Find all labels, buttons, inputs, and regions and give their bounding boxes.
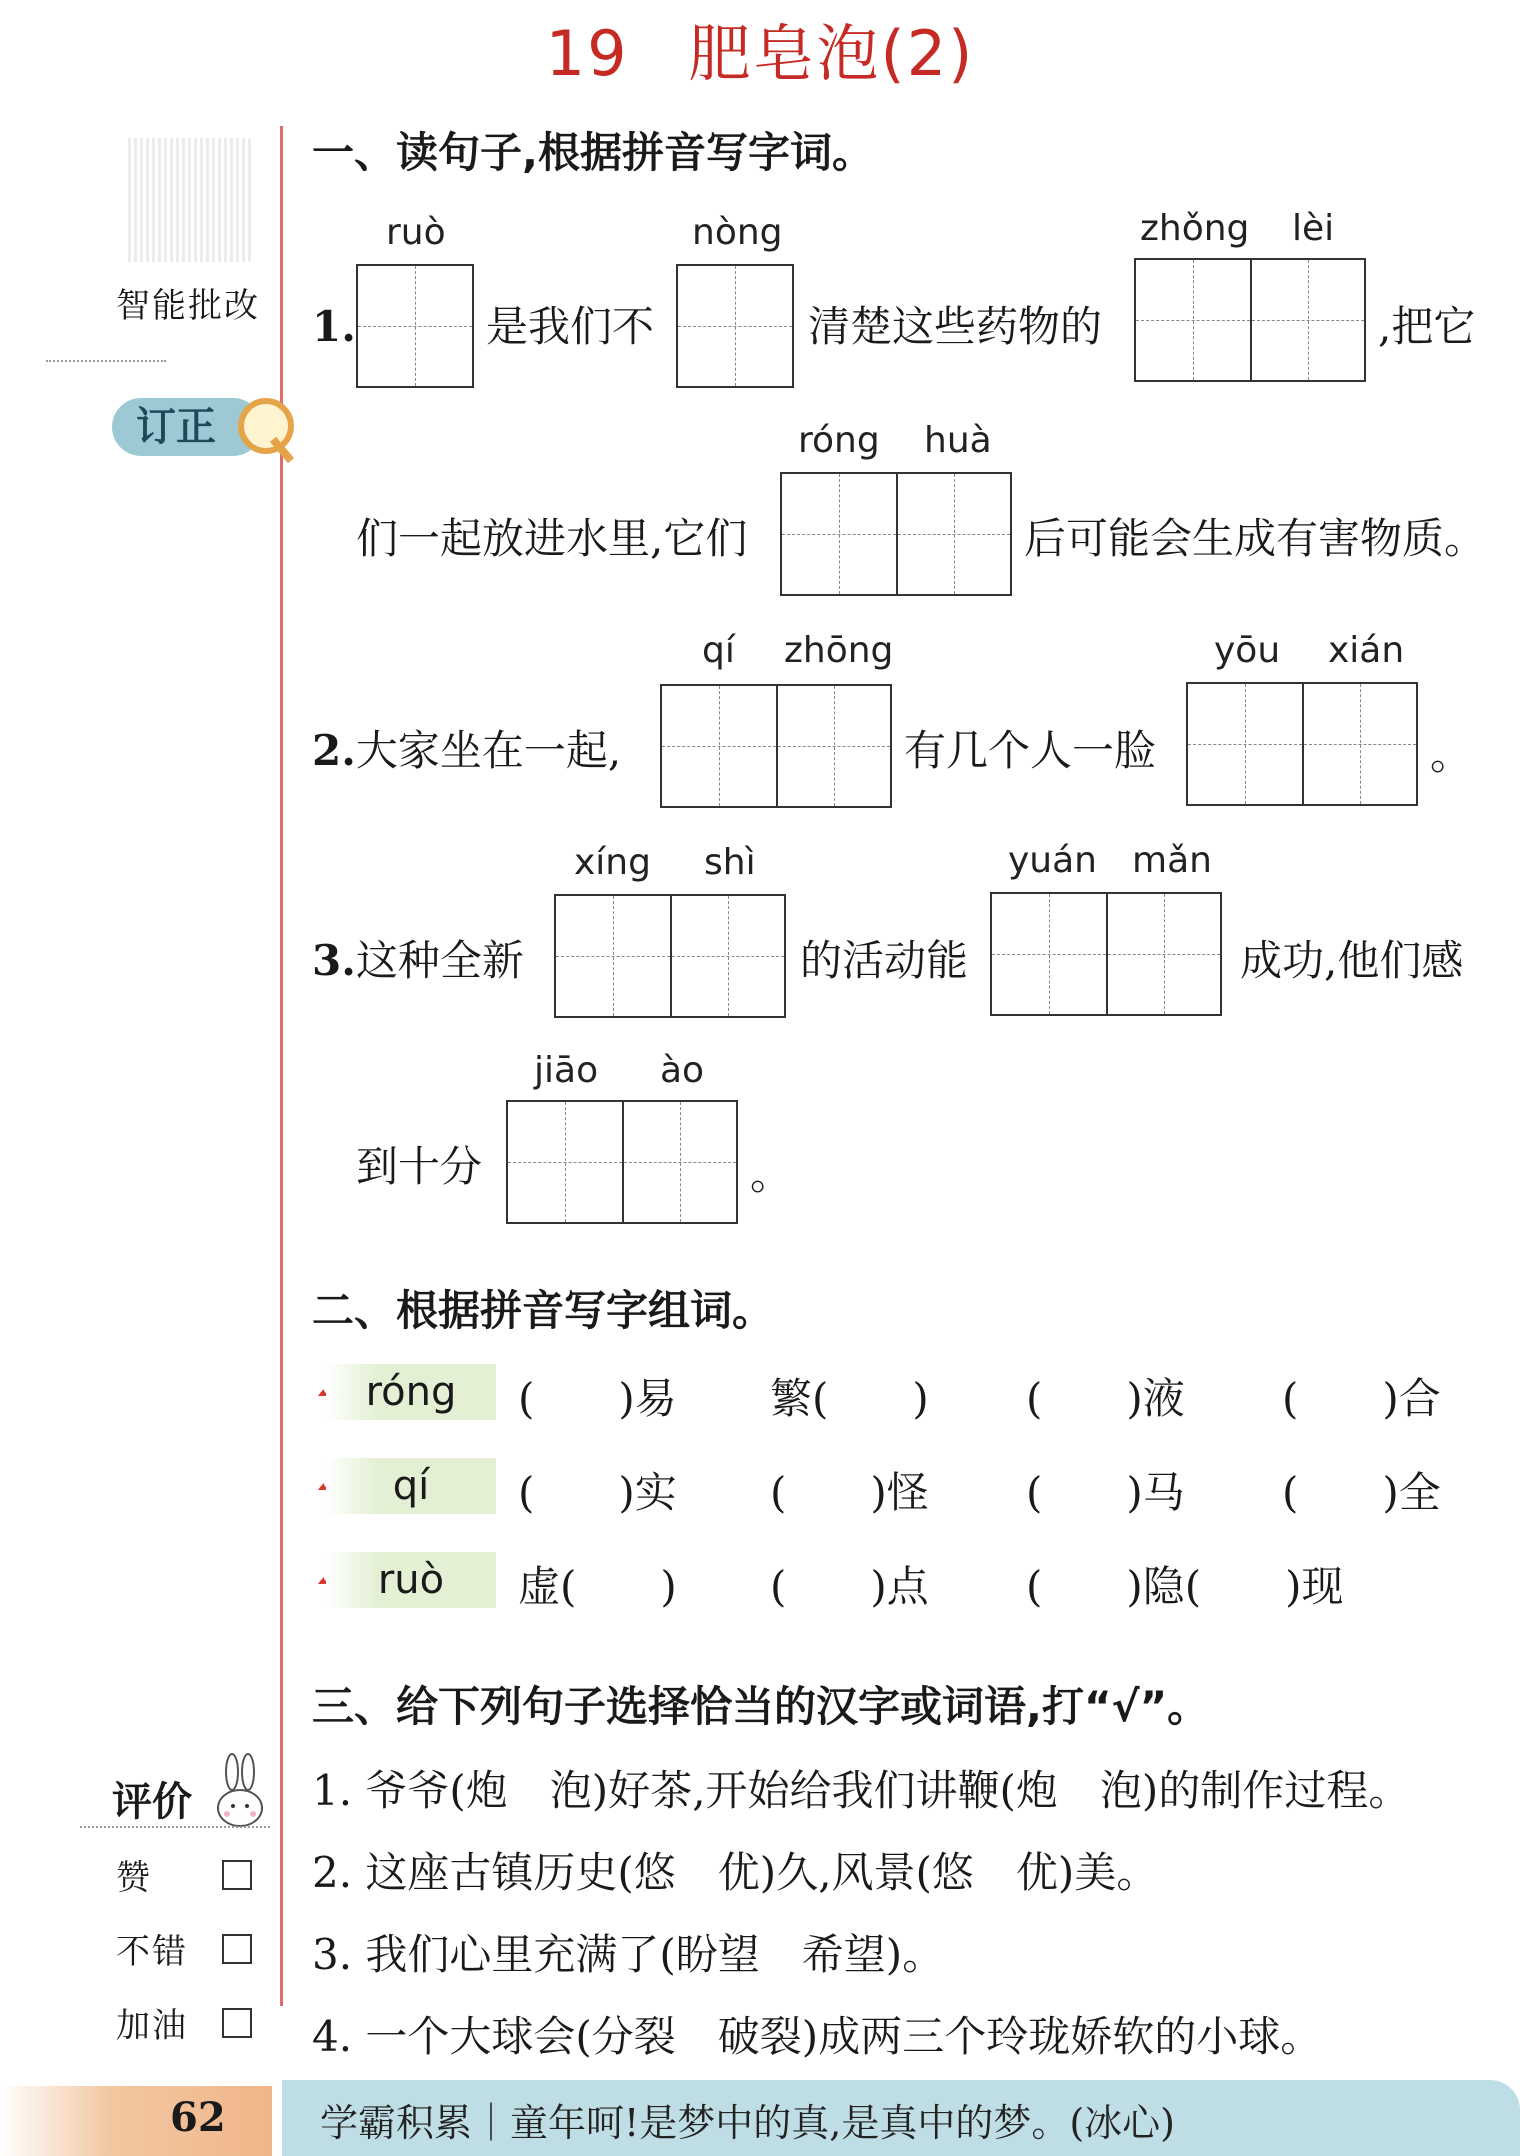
sentence-text: ,把它 bbox=[1378, 302, 1476, 351]
section2-heading: 二、根据拼音写字组词。 bbox=[312, 1286, 775, 1335]
evaluation-checkbox[interactable] bbox=[222, 1934, 252, 1964]
pinyin: yōu bbox=[1214, 630, 1281, 671]
evaluation-divider bbox=[80, 1826, 270, 1828]
pinyin: zhǒng bbox=[1140, 208, 1250, 249]
question-text bbox=[312, 718, 621, 778]
sentence-text: 后可能会生成有害物质。 bbox=[1024, 514, 1487, 563]
lesson-number: 19 bbox=[545, 17, 629, 90]
evaluation-option-label: 赞 bbox=[116, 1858, 152, 1898]
choice-sentence[interactable]: 4. 一个大球会(分裂 破裂)成两三个玲珑娇软的小球。 bbox=[312, 2012, 1323, 2061]
writing-grid[interactable] bbox=[506, 1100, 738, 1224]
q1-number: 1. bbox=[312, 302, 356, 351]
pinyin: nòng bbox=[692, 212, 783, 253]
pinyin: ruò bbox=[386, 212, 446, 253]
writing-grid[interactable] bbox=[356, 264, 474, 388]
magnifier-icon bbox=[238, 398, 294, 454]
writing-grid[interactable] bbox=[676, 264, 794, 388]
pinyin: mǎn bbox=[1132, 840, 1212, 881]
qr-code[interactable] bbox=[128, 138, 252, 262]
choice-sentence[interactable]: 3. 我们心里充满了(盼望 希望)。 bbox=[312, 1930, 945, 1979]
pinyin: qí bbox=[702, 630, 735, 671]
choice-sentence[interactable]: 1. 爷爷(炮 泡)好茶,开始给我们讲鞭(炮 泡)的制作过程。 bbox=[312, 1766, 1411, 1815]
evaluation-title: 评价 bbox=[112, 1779, 192, 1825]
pinyin: ào bbox=[660, 1050, 705, 1091]
pinyin: huà bbox=[924, 420, 992, 461]
pinyin-badge: róng bbox=[326, 1364, 496, 1420]
sentence-text: 到十分 bbox=[356, 1142, 483, 1191]
evaluation-option-label: 加油 bbox=[116, 2006, 188, 2046]
smart-grading-label: 智能批改 bbox=[116, 286, 260, 326]
sentence-text: 清楚这些药物的 bbox=[808, 302, 1103, 351]
pinyin: zhōng bbox=[784, 630, 894, 671]
pinyin-badge: ruò bbox=[326, 1552, 496, 1608]
evaluation-option-label: 不错 bbox=[116, 1932, 188, 1972]
writing-grid[interactable] bbox=[554, 894, 786, 1018]
pinyin: róng bbox=[798, 420, 880, 461]
sentence-text: 有几个人一脸 bbox=[904, 726, 1157, 775]
choice-sentence[interactable]: 2. 这座古镇历史(悠 优)久,风景(悠 优)美。 bbox=[312, 1848, 1159, 1897]
fill-word[interactable]: ( )实 bbox=[518, 1468, 677, 1517]
pinyin: xián bbox=[1328, 630, 1405, 671]
fill-word[interactable]: ( )全 bbox=[1282, 1468, 1441, 1517]
sentence-text: 成功,他们感 bbox=[1240, 936, 1464, 985]
q3-number: 3. bbox=[312, 936, 356, 985]
pinyin-badge: qí bbox=[326, 1458, 496, 1514]
sidebar-divider bbox=[46, 360, 166, 362]
section1-heading: 一、读句子,根据拼音写字词。 bbox=[312, 128, 874, 177]
sentence-text: 是我们不 bbox=[486, 302, 655, 351]
page-number: 62 bbox=[170, 2094, 226, 2141]
writing-grid[interactable] bbox=[1186, 682, 1418, 806]
footer-left-band bbox=[0, 2086, 272, 2156]
correct-badge: 订正 bbox=[112, 398, 262, 456]
pinyin: xíng bbox=[574, 842, 651, 883]
footer-quote: 学霸积累｜童年呵!是梦中的真,是真中的梦。(冰心) bbox=[320, 2101, 1176, 2145]
lesson-title-text: 肥皂泡(2) bbox=[688, 17, 975, 90]
evaluation-checkbox[interactable] bbox=[222, 2008, 252, 2038]
sentence-text: 。 bbox=[750, 1150, 793, 1199]
sentence-text: 大家坐在一起, bbox=[355, 726, 622, 775]
pinyin: jiāo bbox=[534, 1050, 599, 1091]
fill-word[interactable]: ( )易 bbox=[518, 1374, 677, 1423]
section3-heading: 三、给下列句子选择恰当的汉字或词语,打“√”。 bbox=[312, 1682, 1210, 1731]
sentence-text: 。 bbox=[1430, 730, 1473, 779]
evaluation-checkbox[interactable] bbox=[222, 1860, 252, 1890]
fill-word[interactable]: ( )隐( )现 bbox=[1026, 1562, 1344, 1611]
writing-grid[interactable] bbox=[1134, 258, 1366, 382]
pinyin: shì bbox=[704, 842, 756, 883]
sentence-text: 这种全新 bbox=[355, 936, 524, 985]
sentence-text: 们一起放进水里,它们 bbox=[356, 514, 748, 563]
bunny-icon bbox=[210, 1752, 270, 1832]
writing-grid[interactable] bbox=[990, 892, 1222, 1016]
fill-word[interactable]: 虚( ) bbox=[518, 1562, 677, 1611]
pinyin: yuán bbox=[1008, 840, 1097, 881]
fill-word[interactable]: ( )液 bbox=[1026, 1374, 1185, 1423]
question-text bbox=[312, 928, 524, 988]
pinyin: lèi bbox=[1292, 208, 1335, 249]
writing-grid[interactable] bbox=[660, 684, 892, 808]
sentence-text: 的活动能 bbox=[800, 936, 969, 985]
q2-number: 2. bbox=[312, 726, 356, 775]
fill-word[interactable]: ( )怪 bbox=[770, 1468, 929, 1517]
fill-word[interactable]: ( )点 bbox=[770, 1562, 929, 1611]
fill-word[interactable]: ( )合 bbox=[1282, 1374, 1441, 1423]
lesson-title bbox=[0, 4, 1520, 93]
fill-word[interactable]: 繁( ) bbox=[770, 1374, 929, 1423]
fill-word[interactable]: ( )马 bbox=[1026, 1468, 1185, 1517]
writing-grid[interactable] bbox=[780, 472, 1012, 596]
